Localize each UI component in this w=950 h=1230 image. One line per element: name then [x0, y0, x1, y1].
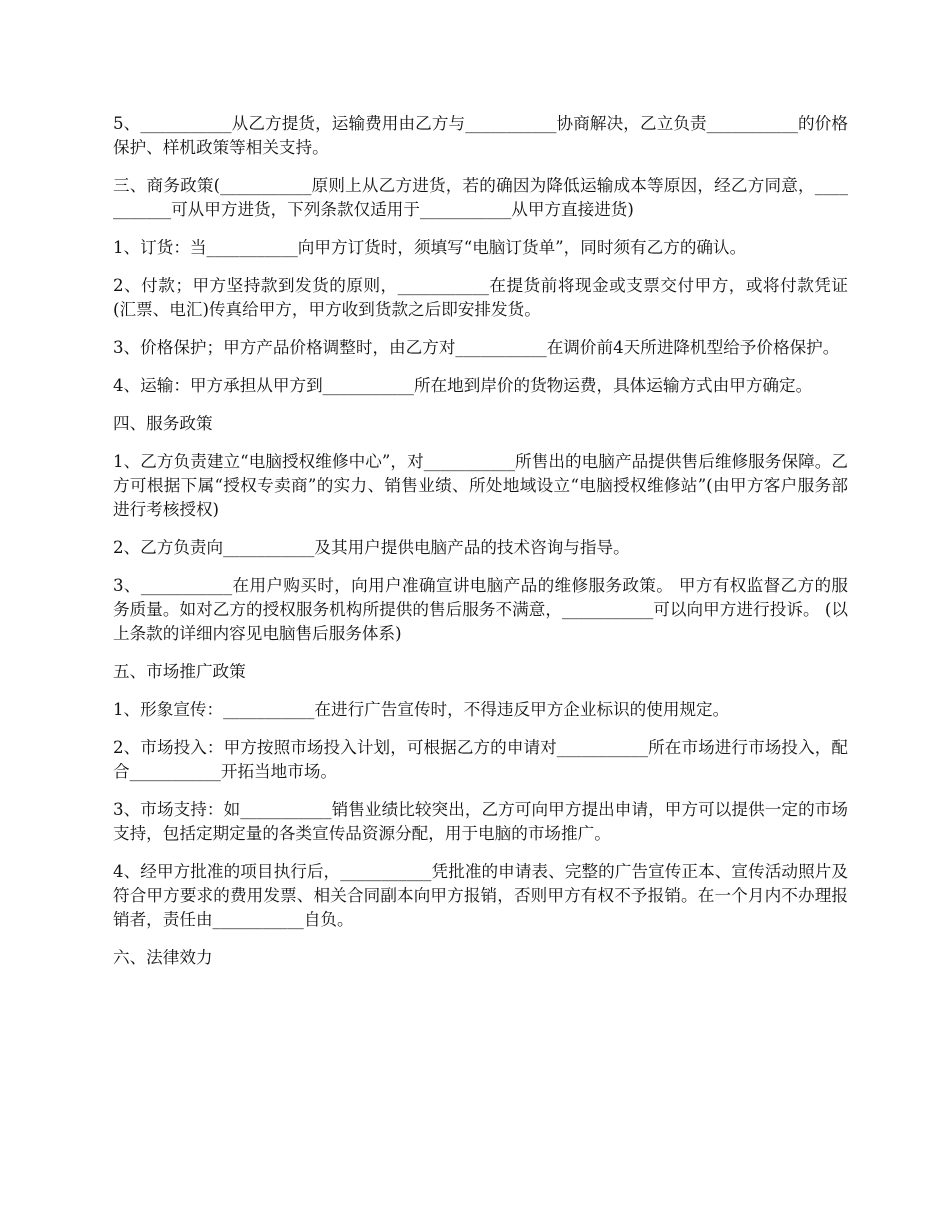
clause-5-pickup: 5、___________从乙方提货，运输费用由乙方与___________协商解决，乙立负责___________的价格保护、样机政策等相关支持。: [113, 114, 848, 157]
clause-market-support: 3、市场支持：如___________销售业绩比较突出，乙方可向甲方提出申请，甲方可以提供一定的市场支持，包括定期定量的各类宣传品资源分配，用于电脑的市场推广。: [113, 800, 848, 843]
document-body: [113, 112, 848, 984]
clause-price-protection: 3、价格保护；甲方产品价格调整时，由乙方对___________在调价前4天所进降机型给予价格保护。: [113, 338, 840, 357]
clause-reimbursement: 4、经甲方批准的项目执行后，___________凭批准的申请表、完整的广告宣传正本、宣传活动照片及符合甲方要求的费用发票、相关合同副本向甲方报销，否则甲方有权不予报销。在一个月内不办理报销者，责任由___________自负。: [113, 862, 848, 929]
clause-technical-support: 2、乙方负责向___________及其用户提供电脑产品的技术咨询与指导。: [113, 538, 630, 557]
clause-payment: 2、付款；甲方坚持款到发货的原则，___________在提货前将现金或支票交付甲方，或将付款凭证(汇票、电汇)传真给甲方，甲方收到货款之后即安排发货。: [113, 276, 848, 319]
clause-transport: 4、运输：甲方承担从甲方到___________所在地到岸价的货物运费，具体运输方式由甲方确定。: [113, 376, 813, 395]
section-4-heading-service-policy: 四、服务政策: [113, 414, 213, 433]
section-3-heading-business-policy: 三、商务政策(___________原则上从乙方进货，若的确因为降低运输成本等原因，经乙方同意，___________可从甲方进货，下列条款仅适用于___________从甲方直接进货): [113, 176, 848, 219]
clause-repair-center: 1、乙方负责建立“电脑授权维修中心”，对___________所售出的电脑产品提供售后维修服务保障。乙方可根据下属“授权专卖商”的实力、销售业绩、所处地域设立“电脑授权维修站”(由甲方客户服务部进行考核授权): [113, 452, 848, 519]
clause-ordering: 1、订货：当___________向甲方订货时，须填写“电脑订货单”，同时须有乙方的确认。: [113, 238, 747, 257]
clause-market-investment: 2、市场投入：甲方按照市场投入计划，可根据乙方的申请对___________所在市场进行市场投入，配合___________开拓当地市场。: [113, 738, 848, 781]
clause-service-policy-explanation: 3、___________在用户购买时，向用户准确宣讲电脑产品的维修服务政策。 甲方有权监督乙方的服务质量。如对乙方的授权服务机构所提供的售后服务不满意，___________可以向甲方进行投诉。 (以上条款的详细内容见电脑售后服务体系): [113, 576, 848, 643]
clause-image-promotion: 1、形象宣传：___________在进行广告宣传时，不得违反甲方企业标识的使用规定。: [113, 700, 730, 719]
section-5-heading-marketing-policy: 五、市场推广政策: [113, 662, 246, 681]
section-6-heading-legal-effect: 六、法律效力: [113, 948, 213, 967]
